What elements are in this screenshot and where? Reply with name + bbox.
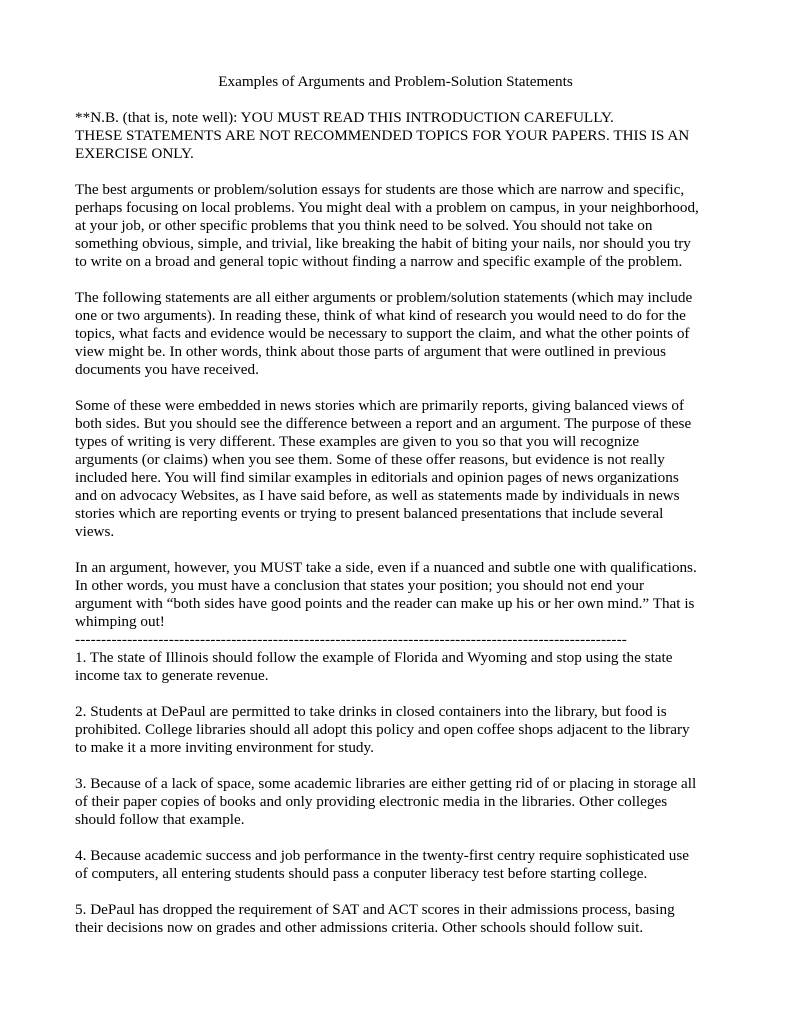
- intro-paragraph-4: In an argument, however, you MUST take a side, even if a nuanced and subtle one with qualifications. In other words, you must have a conclusion that states your position; you should not end your argument with “both sides have good points and the reader can make up his or her own mind.” That is whimping out!: [75, 559, 697, 630]
- notice-paragraph: **N.B. (that is, note well): YOU MUST READ THIS INTRODUCTION CAREFULLY. THESE STATEMENTS ARE NOT RECOMMENDED TOPICS FOR YOUR PAPERS. THIS IS AN EXERCISE ONLY.: [75, 109, 690, 162]
- intro-paragraph-1: The best arguments or problem/solution essays for students are those which are narrow and specific, perhaps focusing on local problems. You might deal with a problem on campus, in your neighborhood, at your job, or other specific problems that you think need to be solved. You should not take on something obvious, simple, and trivial, like breaking the habit of biting your nails, nor should you try to write on a broad and general topic without finding a narrow and specific example of the problem.: [75, 181, 699, 270]
- example-item-3: 3. Because of a lack of space, some academic libraries are either getting rid of or placing in storage all of their paper copies of books and only providing electronic media in the libraries. Other colleges should follow that example.: [75, 775, 697, 828]
- intro-paragraph-2: The following statements are all either arguments or problem/solution statements (which may include one or two arguments). In reading these, think of what kind of research you would need to do for the topics, what facts and evidence would be necessary to support the claim, and what the other points of view might be. In other words, think about those parts of argument that were outlined in previous documents you have received.: [75, 289, 693, 378]
- document-body: [75, 109, 719, 955]
- section-divider: ----------------------------------------------------------------------------------------------------------: [75, 631, 628, 648]
- example-item-2: 2. Students at DePaul are permitted to take drinks in closed containers into the library, but food is prohibited. College libraries should all adopt this policy and open coffee shops adjacent to the library to make it a more inviting environment for study.: [75, 703, 690, 756]
- example-item-1: 1. The state of Illinois should follow the example of Florida and Wyoming and stop using the state income tax to generate revenue.: [75, 649, 673, 684]
- intro-paragraph-3: Some of these were embedded in news stories which are primarily reports, giving balanced views of both sides. But you should see the difference between a report and an argument. The purpose of these types of writing is very different. These examples are given to you so that you will recognize arguments (or claims) when you see them. Some of these offer reasons, but evidence is not really included here. You will find similar examples in editorials and opinion pages of news organizations and on advocacy Websites, as I have said before, as well as statements made by individuals in news stories which are reporting events or trying to present balanced presentations that include several views.: [75, 397, 692, 540]
- example-item-5: 5. DePaul has dropped the requirement of SAT and ACT scores in their admissions process, basing their decisions now on grades and other admissions criteria. Other schools should follow suit.: [75, 901, 675, 936]
- example-item-4: 4. Because academic success and job performance in the twenty-first centry require sophisticated use of computers, all entering students should pass a conputer liberacy test before starting college.: [75, 847, 690, 882]
- document-title: Examples of Arguments and Problem-Solution Statements: [218, 73, 573, 90]
